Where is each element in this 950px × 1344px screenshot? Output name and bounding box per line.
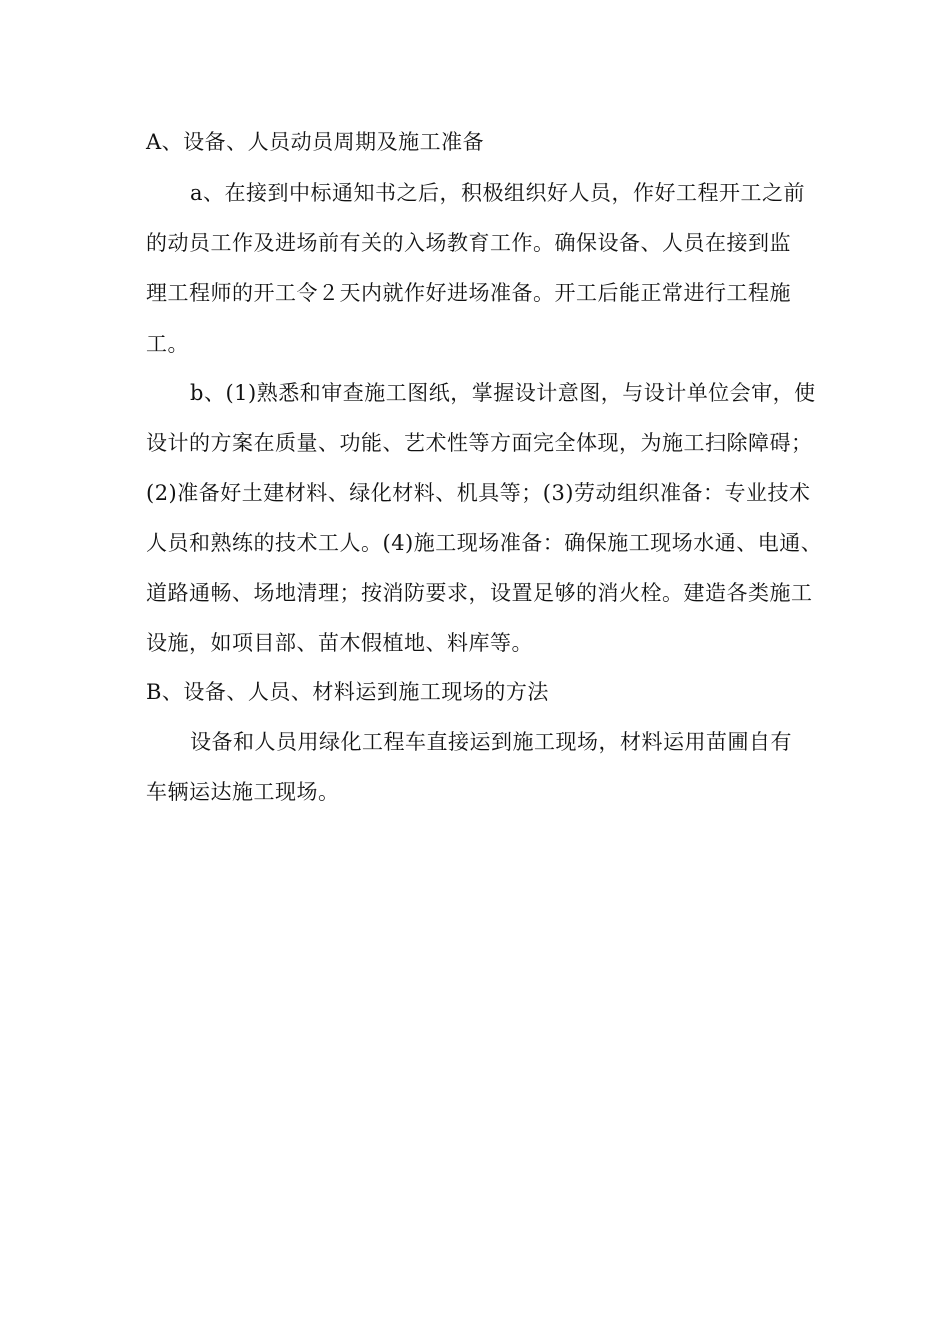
para-b-line-6: 设施，如项目部、苗木假植地、料库等。 <box>146 631 533 655</box>
section-b-line-2: 车辆运达施工现场。 <box>146 780 340 804</box>
para-b-line-2: 设计的方案在质量、功能、艺术性等方面完全体现，为施工扫除障碍； <box>146 431 813 455</box>
para-b-line-3: (2)准备好土建材料、绿化材料、机具等；(3)劳动组织准备：专业技术 <box>146 481 811 505</box>
para-a-line-1: a、在接到中标通知书之后，积极组织好人员，作好工程开工之前 <box>190 181 806 205</box>
para-a-line-2: 的动员工作及进场前有关的入场教育工作。确保设备、人员在接到监 <box>146 231 791 255</box>
section-b-line-1: 设备和人员用绿化工程车直接运到施工现场，材料运用苗圃自有 <box>190 730 792 754</box>
section-a-heading: A、设备、人员动员周期及施工准备 <box>146 130 485 154</box>
para-a-line-4: 工。 <box>146 332 189 356</box>
para-b-line-5: 道路通畅、场地清理；按消防要求，设置足够的消火栓。建造各类施工 <box>146 581 813 605</box>
para-b-line-4: 人员和熟练的技术工人。(4)施工现场准备：确保施工现场水通、电通、 <box>146 531 823 555</box>
para-a-line-3: 理工程师的开工令２天内就作好进场准备。开工后能正常进行工程施 <box>146 281 791 305</box>
para-b-line-1: b、(1)熟悉和审查施工图纸，掌握设计意图，与设计单位会审，使 <box>190 381 816 405</box>
section-b-heading: B、设备、人员、材料运到施工现场的方法 <box>146 680 549 704</box>
